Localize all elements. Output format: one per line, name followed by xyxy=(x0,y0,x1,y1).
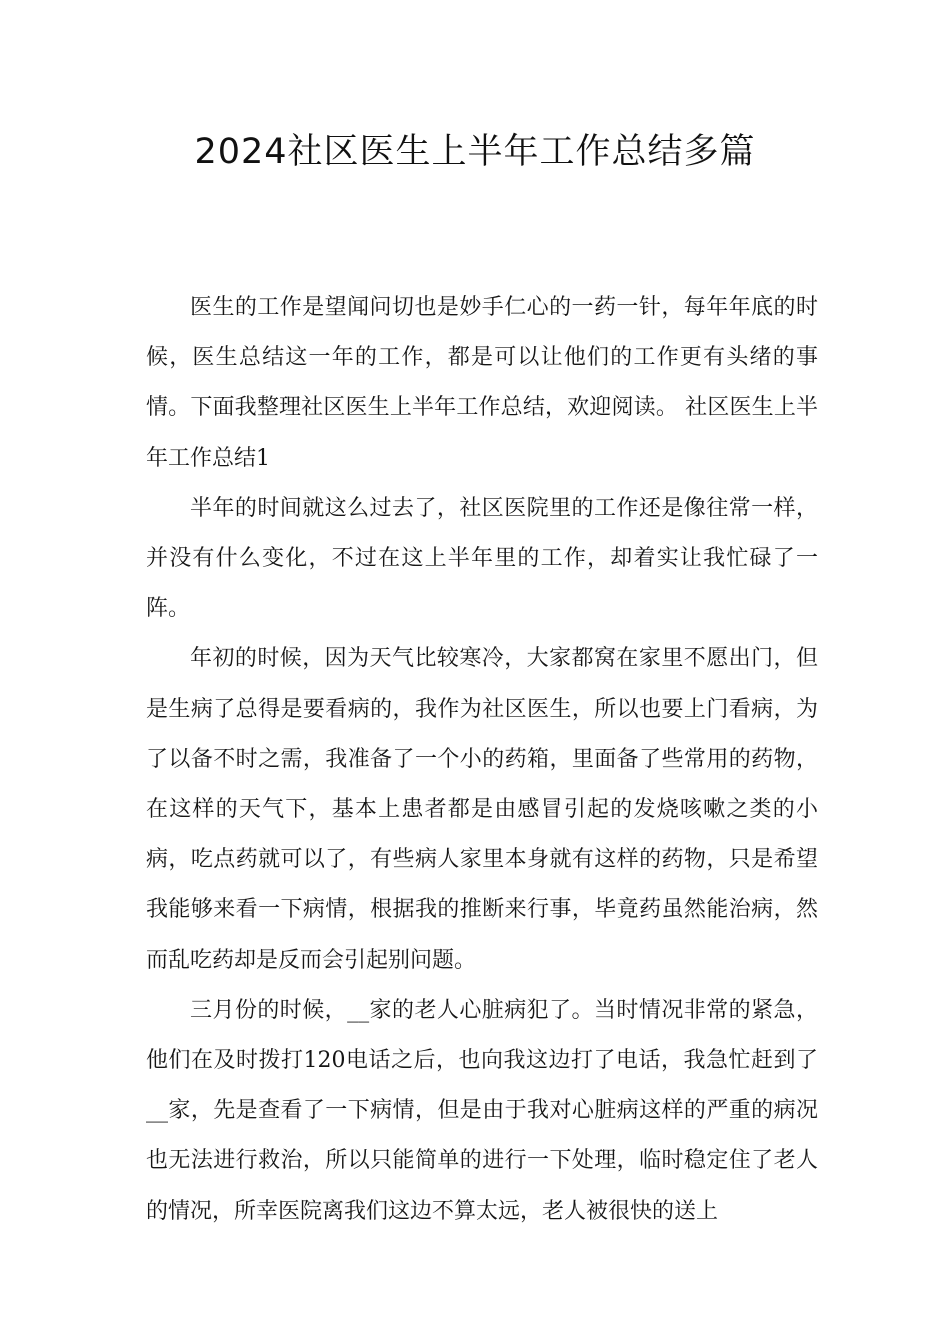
paragraph-early-year: 年初的时候，因为天气比较寒冷，大家都窝在家里不愿出门，但是生病了总得是要看病的，我作为社区医生，所以也要上门看病，为了以备不时之需，我准备了一个小的药箱，里面备了些常用的药物，在这样的天气下，基本上患者都是由感冒引起的发烧咳嗽之类的小病，吃点药就可以了，有些病人家里本身就有这样的药物，只是希望我能够来看一下病情，根据我的推断来行事，毕竟药虽然能治病，然而乱吃药却是反而会引起别问题。 xyxy=(146,646,818,973)
paragraph-march: 三月份的时候，__家的老人心脏病犯了。当时情况非常的紧急，他们在及时拨打120电话之后，也向我这边打了电话，我急忙赶到了__家，先是查看了一下病情，但是由于我对心脏病这样的严重的病况也无法进行救治，所以只能简单的进行一下处理，临时稳定住了老人的情况，所幸医院离我们这边不算太远，老人被很快的送上 xyxy=(146,997,818,1224)
document-title: 2024社区医生上半年工作总结多篇 xyxy=(194,132,756,172)
paragraph-half-year: 半年的时间就这么过去了，社区医院里的工作还是像往常一样，并没有什么变化，不过在这上半年里的工作，却着实让我忙碌了一阵。 xyxy=(146,495,818,622)
paragraph-intro: 医生的工作是望闻问切也是妙手仁心的一药一针，每年年底的时候，医生总结这一年的工作，都是可以让他们的工作更有头绪的事情。下面我整理社区医生上半年工作总结，欢迎阅读。 社区医生上半年工作总结1 xyxy=(146,295,818,471)
document-body xyxy=(146,283,818,1237)
